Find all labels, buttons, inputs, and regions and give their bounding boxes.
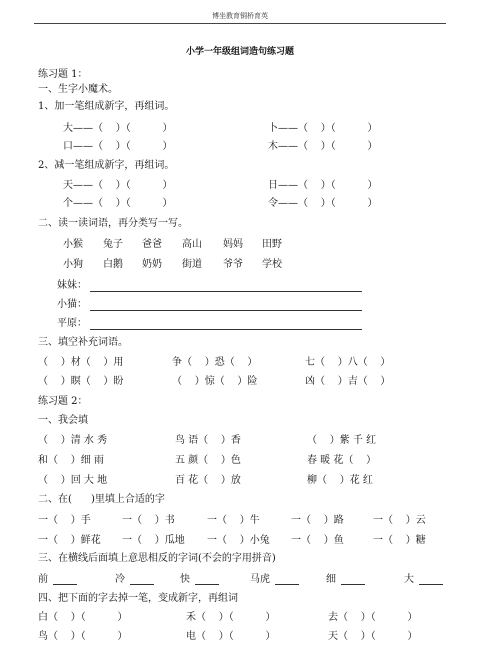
remove-stroke-item: 令——（ ）（ ） — [268, 198, 378, 209]
idiom-item: （ ）惊（ ）险 — [172, 376, 258, 387]
answer-line[interactable] — [90, 329, 362, 330]
remove-stroke-item: 去（ ）（ ） — [328, 612, 418, 623]
measure-word-item: 一（ ）牛 — [207, 515, 260, 526]
measure-word-item: 一（ ）路 — [291, 515, 344, 526]
answer-line[interactable] — [419, 584, 443, 585]
measure-word-item: 一（ ）书 — [122, 515, 175, 526]
exercise-2-heading: 练习题 2： — [38, 396, 88, 407]
word: 兔子 — [103, 239, 123, 250]
word: 小猴 — [63, 239, 83, 250]
remove-stroke-item: 禾（ ）（ ） — [186, 612, 276, 623]
word: 妈妈 — [223, 239, 243, 250]
answer-line[interactable] — [53, 584, 77, 585]
add-stroke-item: 大——（ ）（ ） — [63, 123, 173, 134]
remove-stroke-item: 鸟（ ）（ ） — [38, 631, 128, 642]
remove-stroke-item: 天——（ ）（ ） — [63, 180, 173, 191]
idiom-item: （ ）瞑（ ）盼 — [38, 376, 124, 387]
answer-line[interactable] — [275, 584, 299, 585]
measure-word-item: 一（ ）手 — [38, 515, 91, 526]
word: 白鹅 — [103, 259, 123, 270]
word: 街道 — [182, 259, 202, 270]
idiom-item: 凶（ ）吉（ ） — [305, 376, 391, 387]
idiom-item: （ ）清 水 秀 — [38, 435, 108, 446]
idiom-item: 七（ ）八（ ） — [305, 357, 391, 368]
remove-stroke-item: 个——（ ）（ ） — [63, 198, 173, 209]
section-1-heading: 一、生字小魔术。 — [38, 84, 118, 95]
exercise-1-heading: 练习题 1： — [38, 69, 88, 80]
answer-line[interactable] — [195, 584, 219, 585]
idiom-item: 五 颜（ ）色 — [175, 455, 241, 466]
measure-word-item: 一（ ）小兔 — [207, 535, 270, 546]
remove-stroke-item: 电（ ）（ ） — [186, 631, 276, 642]
category-label: 小猫： — [57, 299, 87, 310]
idiom-item: （ ）回 大 地 — [38, 475, 108, 486]
idiom-item: 柳（ ）花 红 — [307, 475, 373, 486]
ex2-section-1-heading: 一、我会填 — [38, 415, 88, 426]
remove-stroke-item: 日——（ ）（ ） — [268, 180, 378, 191]
add-stroke-item: 卜——（ ）（ ） — [268, 123, 378, 134]
answer-line[interactable] — [130, 584, 154, 585]
section-2-heading: 二、读一读词语，再分类写一写。 — [38, 218, 188, 229]
opposite-word: 快 — [180, 574, 190, 585]
idiom-item: 和（ ）细 雨 — [38, 455, 104, 466]
add-stroke-item: 木——（ ）（ ） — [268, 141, 378, 152]
idiom-item: 春 暖 花（ ） — [307, 455, 377, 466]
page-header: 博坐教育铜桥育英 — [212, 12, 268, 20]
ex2-section-3-heading: 三、在横线后面填上意思相反的字词(不会的字用拼音) — [38, 553, 276, 564]
answer-line[interactable] — [90, 291, 362, 292]
idiom-item: 鸟 语（ ）香 — [175, 435, 241, 446]
section-1-1-heading: 1、加一笔组成新字，再组词。 — [38, 101, 175, 112]
word: 田野 — [262, 239, 282, 250]
header-rule — [34, 23, 446, 24]
word: 爸爸 — [142, 239, 162, 250]
word: 小狗 — [63, 259, 83, 270]
opposite-word: 马虎 — [250, 574, 270, 585]
page-title: 小学一年级组词造句练习题 — [185, 47, 294, 57]
measure-word-item: 一（ ）糖 — [373, 535, 426, 546]
section-3-heading: 三、填空补充词语。 — [38, 337, 128, 348]
measure-word-item: 一（ ）云 — [373, 515, 426, 526]
answer-line[interactable] — [341, 584, 365, 585]
section-1-2-heading: 2、减一笔组成新字，再组词。 — [38, 160, 175, 171]
word: 爷爷 — [223, 259, 243, 270]
remove-stroke-item: 白（ ）（ ） — [38, 612, 128, 623]
remove-stroke-item: 天（ ）（ ） — [328, 631, 418, 642]
opposite-word: 大 — [404, 574, 414, 585]
ex2-section-4-heading: 四、把下面的字去掉一笔，变成新字，再组词 — [38, 593, 238, 604]
opposite-word: 细 — [326, 574, 336, 585]
add-stroke-item: 口——（ ）（ ） — [63, 141, 173, 152]
opposite-word: 冷 — [115, 574, 125, 585]
word: 奶奶 — [142, 259, 162, 270]
idiom-item: 百 花（ ）放 — [175, 475, 241, 486]
word: 高山 — [182, 239, 202, 250]
measure-word-item: 一（ ）鲜花 — [38, 535, 101, 546]
ex2-section-2-heading: 二、在( )里填上合适的字 — [38, 494, 165, 505]
measure-word-item: 一（ ）瓜地 — [122, 535, 185, 546]
opposite-word: 前 — [38, 574, 48, 585]
idiom-item: 争（ ）恐（ ） — [172, 357, 258, 368]
idiom-item: （ ）紫 千 红 — [307, 435, 377, 446]
idiom-item: （ ）材（ ）用 — [38, 357, 124, 368]
answer-line[interactable] — [90, 310, 362, 311]
measure-word-item: 一（ ）鱼 — [291, 535, 344, 546]
category-label: 平原： — [57, 318, 87, 329]
category-label: 妹妹： — [57, 280, 87, 291]
word: 学校 — [262, 259, 282, 270]
